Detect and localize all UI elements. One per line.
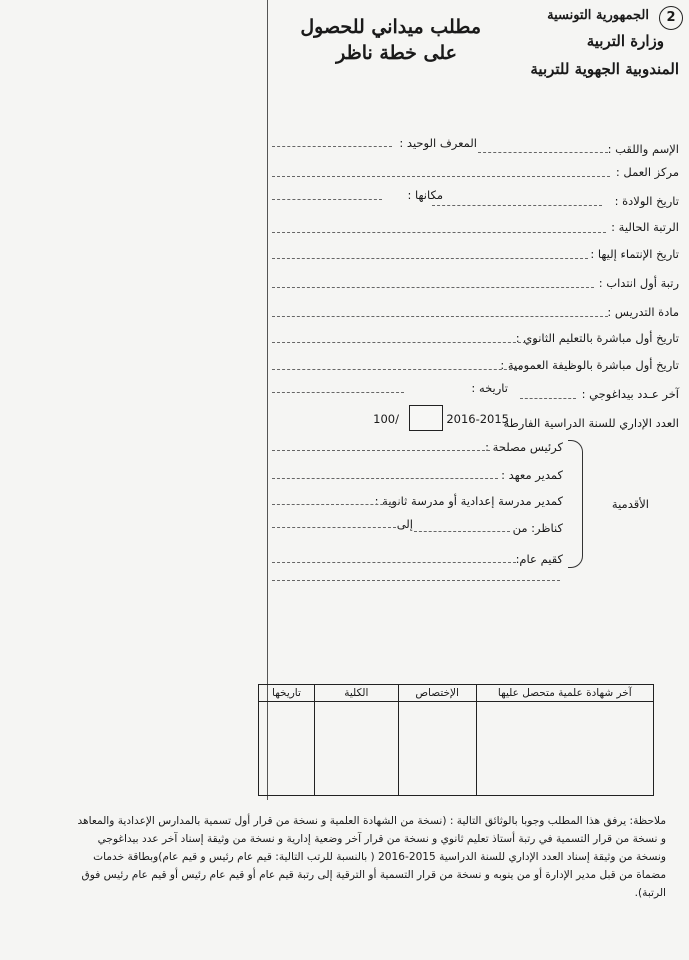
unique-id-field[interactable] <box>272 146 392 147</box>
seniority-head-of-service-field[interactable] <box>272 450 490 451</box>
seniority-general-supervisor-label: كقيم عام: <box>515 552 563 566</box>
form-title-line1: مطلب ميداني للحصول <box>300 16 481 38</box>
cell-specialty[interactable] <box>398 702 476 796</box>
seniority-brace <box>568 440 583 568</box>
extra-line[interactable] <box>272 580 560 581</box>
last-pedagogy-score-field[interactable] <box>520 398 576 399</box>
membership-date-field[interactable] <box>272 258 588 259</box>
attachments-note <box>28 812 666 902</box>
col-faculty: الكلية <box>314 685 398 702</box>
note-line: ونسخة من وثيقة إسناد العدد الإداري للسنة الدراسية 2015-2016 ( بالنسبة للرتب التالية: قيم عام رئيس و قيم عام)وبطاقة خدمات <box>93 851 666 863</box>
cell-certificate[interactable] <box>476 702 653 796</box>
birth-place-label: مكانها : <box>407 188 443 202</box>
cell-faculty[interactable] <box>314 702 398 796</box>
teaching-subject-field[interactable] <box>272 316 608 317</box>
first-grade-label: رتبة أول انتداب : <box>598 276 679 290</box>
name-label: الإسم واللقب : <box>607 142 679 156</box>
admin-score-label: العدد الإداري للسنة الدراسية الفارطة <box>503 416 679 430</box>
seniority-supervisor-to-field[interactable] <box>272 527 396 528</box>
seniority-supervisor-to-label: إلى <box>396 517 413 531</box>
seniority-label: الأقدمية <box>611 497 649 511</box>
note-line: مضماة من قبل مدير الإدارة أو من ينوبه و نسخة من قرار التسمية أو الترقية إلى رتبة قيم عام أو قيم عام رئيس أو قيم عام رئيس فوق <box>81 869 666 881</box>
table-header-row <box>259 685 654 702</box>
seniority-supervisor-from-field[interactable] <box>414 531 510 532</box>
certificate-table <box>258 684 654 796</box>
membership-date-label: تاريخ الإنتماء إليها : <box>590 247 679 261</box>
note-line: و نسخة من قرار التسمية في رتبة أستاذ تعليم ثانوي و نسخة من قرار آخر وضعية إدارية و نسخة من وثيقة إسناد آخر عدد بيداغوجي <box>97 833 666 845</box>
birth-date-field[interactable] <box>432 205 602 206</box>
last-pedagogy-score-label: آخر عـدد بيداغوجي : <box>581 387 679 401</box>
col-specialty: الإختصاص <box>398 685 476 702</box>
col-date: تاريخها <box>259 685 315 702</box>
cell-date[interactable] <box>259 702 315 796</box>
birth-place-field[interactable] <box>272 199 382 200</box>
current-grade-field[interactable] <box>272 232 606 233</box>
republic-label: الجمهورية التونسية <box>547 8 649 23</box>
seniority-general-supervisor-field[interactable] <box>272 562 516 563</box>
first-grade-field[interactable] <box>272 287 594 288</box>
seniority-lycee-director-label: كمدير معهد : <box>501 468 563 482</box>
school-year: 2016-2015 <box>446 412 509 426</box>
work-center-label: مركز العمل : <box>615 165 679 179</box>
score-date-field[interactable] <box>272 392 404 393</box>
unique-id-label: المعرف الوحيد : <box>399 136 477 150</box>
out-of-label: 100/ <box>373 412 399 426</box>
name-field[interactable] <box>478 152 608 153</box>
seniority-supervisor-from-label: كناظر: من <box>512 521 563 535</box>
note-line: الرتبة). <box>634 887 666 899</box>
form-title-line2: على خطة ناظر <box>336 42 457 64</box>
first-public-service-label: تاريخ أول مباشرة بالوظيفة العمومية : <box>500 358 679 372</box>
admin-score-box[interactable] <box>409 405 443 431</box>
seniority-school-director-label: كمدير مدرسة إعدادية أو مدرسة ثانوية : <box>374 494 563 508</box>
seniority-lycee-director-field[interactable] <box>272 478 498 479</box>
work-center-field[interactable] <box>272 176 610 177</box>
first-public-service-field[interactable] <box>272 369 522 370</box>
seniority-school-director-field[interactable] <box>272 504 398 505</box>
table-row <box>259 702 654 796</box>
first-secondary-label: تاريخ أول مباشرة بالتعليم الثانوي : <box>515 331 679 345</box>
note-line: ملاحظة: يرفق هذا المطلب وجوبا بالوثائق التالية : (نسخة من الشهادة العلمية و نسخة من قرار أول تسمية بالمدارس الإعدادية والمعاهد <box>77 815 666 827</box>
current-grade-label: الرتبة الحالية : <box>611 220 679 234</box>
seniority-head-of-service-label: كرئيس مصلحة : <box>485 440 563 454</box>
score-date-label: تاريخه : <box>471 381 508 395</box>
regional-directorate-label: المندوبية الجهوية للتربية <box>530 60 679 78</box>
col-last-certificate: آخر شهادة علمية متحصل عليها <box>476 685 653 702</box>
birth-date-label: تاريخ الولادة : <box>614 194 679 208</box>
binding-margin-line <box>267 0 268 800</box>
first-secondary-field[interactable] <box>272 342 536 343</box>
page-number: 2 <box>659 6 683 30</box>
teaching-subject-label: مادة التدريس : <box>607 305 679 319</box>
ministry-label: وزارة التربية <box>586 32 664 50</box>
